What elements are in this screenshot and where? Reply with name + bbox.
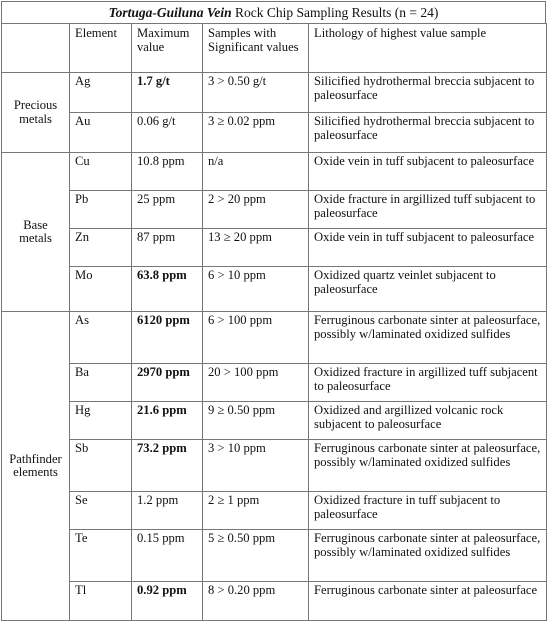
element-cell: Zn bbox=[70, 229, 132, 267]
maximum-value-cell: 0.15 ppm bbox=[132, 530, 203, 582]
table-row bbox=[2, 73, 547, 113]
maximum-value-cell: 10.8 ppm bbox=[132, 153, 203, 191]
maximum-value-cell: 21.6 ppm bbox=[132, 402, 203, 440]
element-cell: Ba bbox=[70, 364, 132, 402]
lithology-cell: Ferruginous carbonate sinter at paleosurface, possibly w/laminated oxidized sulfides bbox=[309, 440, 547, 492]
maximum-value-cell: 0.06 g/t bbox=[132, 113, 203, 153]
table-title-italic: Tortuga-Guiluna Vein bbox=[108, 5, 232, 20]
maximum-value-cell: 2970 ppm bbox=[132, 364, 203, 402]
element-cell: Hg bbox=[70, 402, 132, 440]
element-cell: As bbox=[70, 312, 132, 364]
lithology-cell: Silicified hydrothermal breccia subjacent to paleosurface bbox=[309, 73, 547, 113]
group-label: Pathfinder elements bbox=[2, 312, 70, 621]
table-row bbox=[2, 191, 547, 229]
table-row bbox=[2, 530, 547, 582]
table-row bbox=[2, 312, 547, 364]
element-cell: Se bbox=[70, 492, 132, 530]
header-element: Element bbox=[70, 24, 132, 73]
element-cell: Tl bbox=[70, 582, 132, 621]
table-title bbox=[1, 1, 546, 23]
maximum-value-cell: 1.7 g/t bbox=[132, 73, 203, 113]
maximum-value-cell: 25 ppm bbox=[132, 191, 203, 229]
element-cell: Cu bbox=[70, 153, 132, 191]
table-row bbox=[2, 153, 547, 191]
maximum-value-cell: 87 ppm bbox=[132, 229, 203, 267]
samples-cell: 3 > 0.50 g/t bbox=[203, 73, 309, 113]
group-label: Base metals bbox=[2, 153, 70, 312]
lithology-cell: Oxide fracture in argillized tuff subjacent to paleosurface bbox=[309, 191, 547, 229]
lithology-cell: Ferruginous carbonate sinter at paleosurface bbox=[309, 582, 547, 621]
maximum-value-cell: 63.8 ppm bbox=[132, 267, 203, 312]
samples-cell: 6 > 100 ppm bbox=[203, 312, 309, 364]
lithology-cell: Oxidized and argillized volcanic rock subjacent to paleosurface bbox=[309, 402, 547, 440]
table-row bbox=[2, 267, 547, 312]
header-group bbox=[2, 24, 70, 73]
samples-cell: 2 ≥ 1 ppm bbox=[203, 492, 309, 530]
maximum-value-cell: 73.2 ppm bbox=[132, 440, 203, 492]
header-lithology: Lithology of highest value sample bbox=[309, 24, 547, 73]
lithology-cell: Oxide vein in tuff subjacent to paleosurface bbox=[309, 229, 547, 267]
table-row bbox=[2, 582, 547, 621]
element-cell: Mo bbox=[70, 267, 132, 312]
sampling-results-table bbox=[1, 23, 547, 621]
table-body bbox=[2, 73, 547, 621]
element-cell: Ag bbox=[70, 73, 132, 113]
samples-cell: 8 > 0.20 ppm bbox=[203, 582, 309, 621]
group-label: Precious metals bbox=[2, 73, 70, 153]
table-row bbox=[2, 364, 547, 402]
lithology-cell: Silicified hydrothermal breccia subjacent to paleosurface bbox=[309, 113, 547, 153]
table-row bbox=[2, 492, 547, 530]
header-samples-significant: Samples with Significant values bbox=[203, 24, 309, 73]
samples-cell: n/a bbox=[203, 153, 309, 191]
lithology-cell: Oxidized fracture in argillized tuff subjacent to paleosurface bbox=[309, 364, 547, 402]
samples-cell: 5 ≥ 0.50 ppm bbox=[203, 530, 309, 582]
table-row bbox=[2, 229, 547, 267]
table-row bbox=[2, 113, 547, 153]
lithology-cell: Oxidized quartz veinlet subjacent to paleosurface bbox=[309, 267, 547, 312]
samples-cell: 6 > 10 ppm bbox=[203, 267, 309, 312]
table-row bbox=[2, 440, 547, 492]
lithology-cell: Oxidized fracture in tuff subjacent to paleosurface bbox=[309, 492, 547, 530]
element-cell: Sb bbox=[70, 440, 132, 492]
element-cell: Te bbox=[70, 530, 132, 582]
table-title-rest: Rock Chip Sampling Results (n = 24) bbox=[231, 5, 439, 20]
lithology-cell: Ferruginous carbonate sinter at paleosurface, possibly w/laminated oxidized sulfides bbox=[309, 312, 547, 364]
samples-cell: 13 ≥ 20 ppm bbox=[203, 229, 309, 267]
maximum-value-cell: 1.2 ppm bbox=[132, 492, 203, 530]
samples-cell: 9 ≥ 0.50 ppm bbox=[203, 402, 309, 440]
header-row bbox=[2, 24, 547, 73]
lithology-cell: Ferruginous carbonate sinter at paleosurface, possibly w/laminated oxidized sulfides bbox=[309, 530, 547, 582]
maximum-value-cell: 0.92 ppm bbox=[132, 582, 203, 621]
table-row bbox=[2, 402, 547, 440]
element-cell: Au bbox=[70, 113, 132, 153]
header-maximum-value: Maximum value bbox=[132, 24, 203, 73]
samples-cell: 2 > 20 ppm bbox=[203, 191, 309, 229]
maximum-value-cell: 6120 ppm bbox=[132, 312, 203, 364]
samples-cell: 20 > 100 ppm bbox=[203, 364, 309, 402]
element-cell: Pb bbox=[70, 191, 132, 229]
lithology-cell: Oxide vein in tuff subjacent to paleosurface bbox=[309, 153, 547, 191]
samples-cell: 3 > 10 ppm bbox=[203, 440, 309, 492]
samples-cell: 3 ≥ 0.02 ppm bbox=[203, 113, 309, 153]
